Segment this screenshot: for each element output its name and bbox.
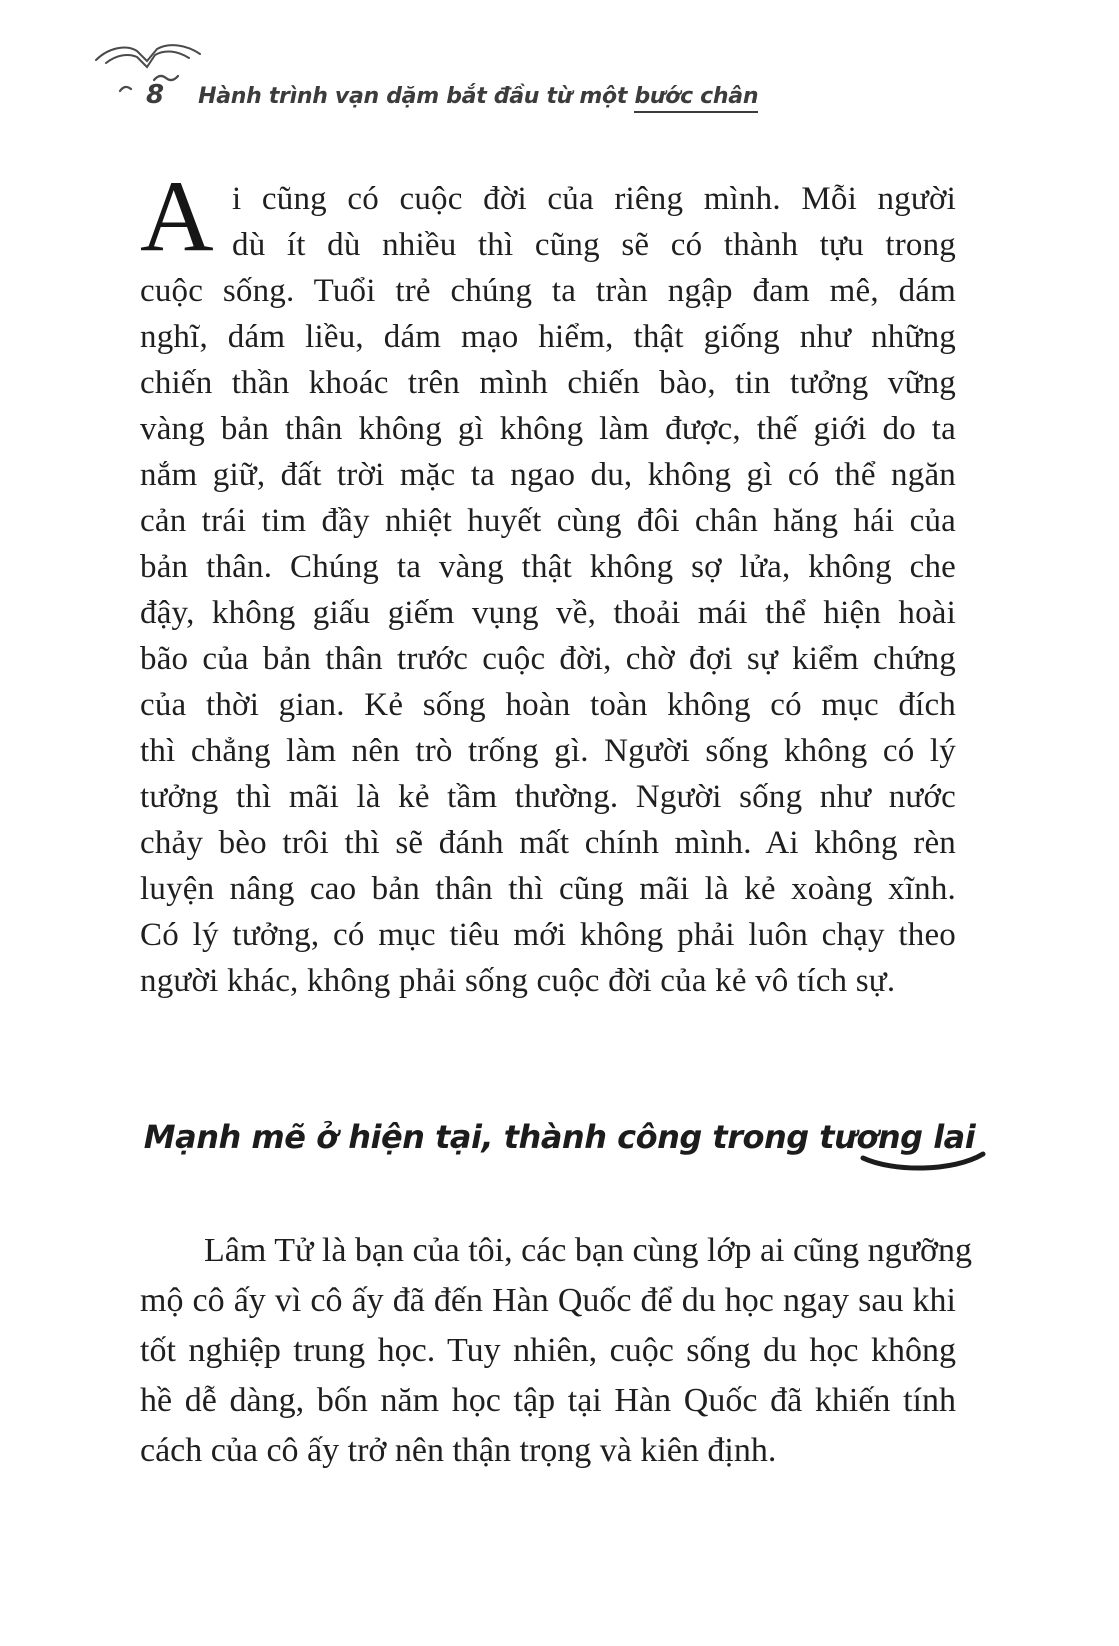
paragraph-1-lines (140, 160, 956, 1004)
running-title-text: Hành trình vạn dặm bắt đầu từ một (198, 84, 635, 109)
text-line: hề dễ dàng, bốn năm học tập tại Hàn Quốc đã khiến tính (140, 1382, 956, 1419)
section-heading-text: Mạnh mẽ ở hiện tại, thành công trong tương (143, 1118, 934, 1156)
text-line: cản trái tim đầy nhiệt huyết cùng đôi chân hăng hái của (140, 503, 956, 539)
text-line: nắm giữ, đất trời mặc ta ngao du, không gì có thể ngăn (140, 457, 956, 493)
text-line: người khác, không phải sống cuộc đời của kẻ vô tích sự. (140, 963, 896, 999)
running-title-underlined: bước chân (634, 84, 758, 113)
running-title (198, 84, 758, 109)
text-line: Có lý tưởng, có mục tiêu mới không phải luôn chạy theo (140, 917, 956, 953)
text-line: i cũng có cuộc đời của riêng mình. Mỗi người (232, 181, 956, 217)
text-line: thì chẳng làm nên trò trống gì. Người sống không có lý (140, 733, 956, 769)
text-line: của thời gian. Kẻ sống hoàn toàn không có mục đích (140, 687, 956, 723)
page-number: 8 (146, 80, 165, 110)
paragraph-2-lines (140, 1226, 973, 1476)
text-line: bản thân. Chúng ta vàng thật không sợ lửa, không che (140, 549, 956, 585)
text-line: cuộc sống. Tuổi trẻ chúng ta tràn ngập đam mê, dám (140, 273, 956, 309)
text-line: dù ít dù nhiều thì cũng sẽ có thành tựu trong (232, 227, 956, 263)
text-line: tưởng thì mãi là kẻ tầm thường. Người sống như nước (140, 779, 956, 815)
text-line: luyện nâng cao bản thân thì cũng mãi là kẻ xoàng xĩnh. (140, 871, 956, 907)
paragraph-1 (140, 160, 956, 1004)
heading-flourish-icon (859, 1150, 987, 1176)
paragraph-2 (140, 1226, 973, 1476)
page-header (146, 80, 758, 110)
text-line: bão của bản thân trước cuộc đời, chờ đợi sự kiểm chứng (140, 641, 956, 677)
text-line: chiến thần khoác trên mình chiến bào, tin tưởng vững (140, 365, 956, 401)
section-heading-tail-text: lai (933, 1118, 976, 1156)
text-line: đậy, không giấu giếm vụng về, thoải mái thể hiện hoài (140, 595, 956, 631)
text-line: mộ cô ấy vì cô ấy đã đến Hàn Quốc để du học ngay sau khi (140, 1282, 956, 1319)
section-heading-tail (933, 1118, 975, 1156)
text-line: cách của cô ấy trở nên thận trọng và kiên định. (140, 1432, 777, 1469)
text-line: vàng bản thân không gì không làm được, thế giới do ta (140, 411, 956, 447)
section-heading (0, 1118, 1119, 1156)
dropcap-letter: A (140, 160, 214, 273)
text-line: chảy bèo trôi thì sẽ đánh mất chính mình. Ai không rèn (140, 825, 956, 861)
text-line: tốt nghiệp trung học. Tuy nhiên, cuộc sống du học không (140, 1332, 956, 1369)
text-line: Lâm Tử là bạn của tôi, các bạn cùng lớp ai cũng ngưỡng (204, 1232, 973, 1269)
text-line: nghĩ, dám liều, dám mạo hiểm, thật giống như những (140, 319, 956, 355)
